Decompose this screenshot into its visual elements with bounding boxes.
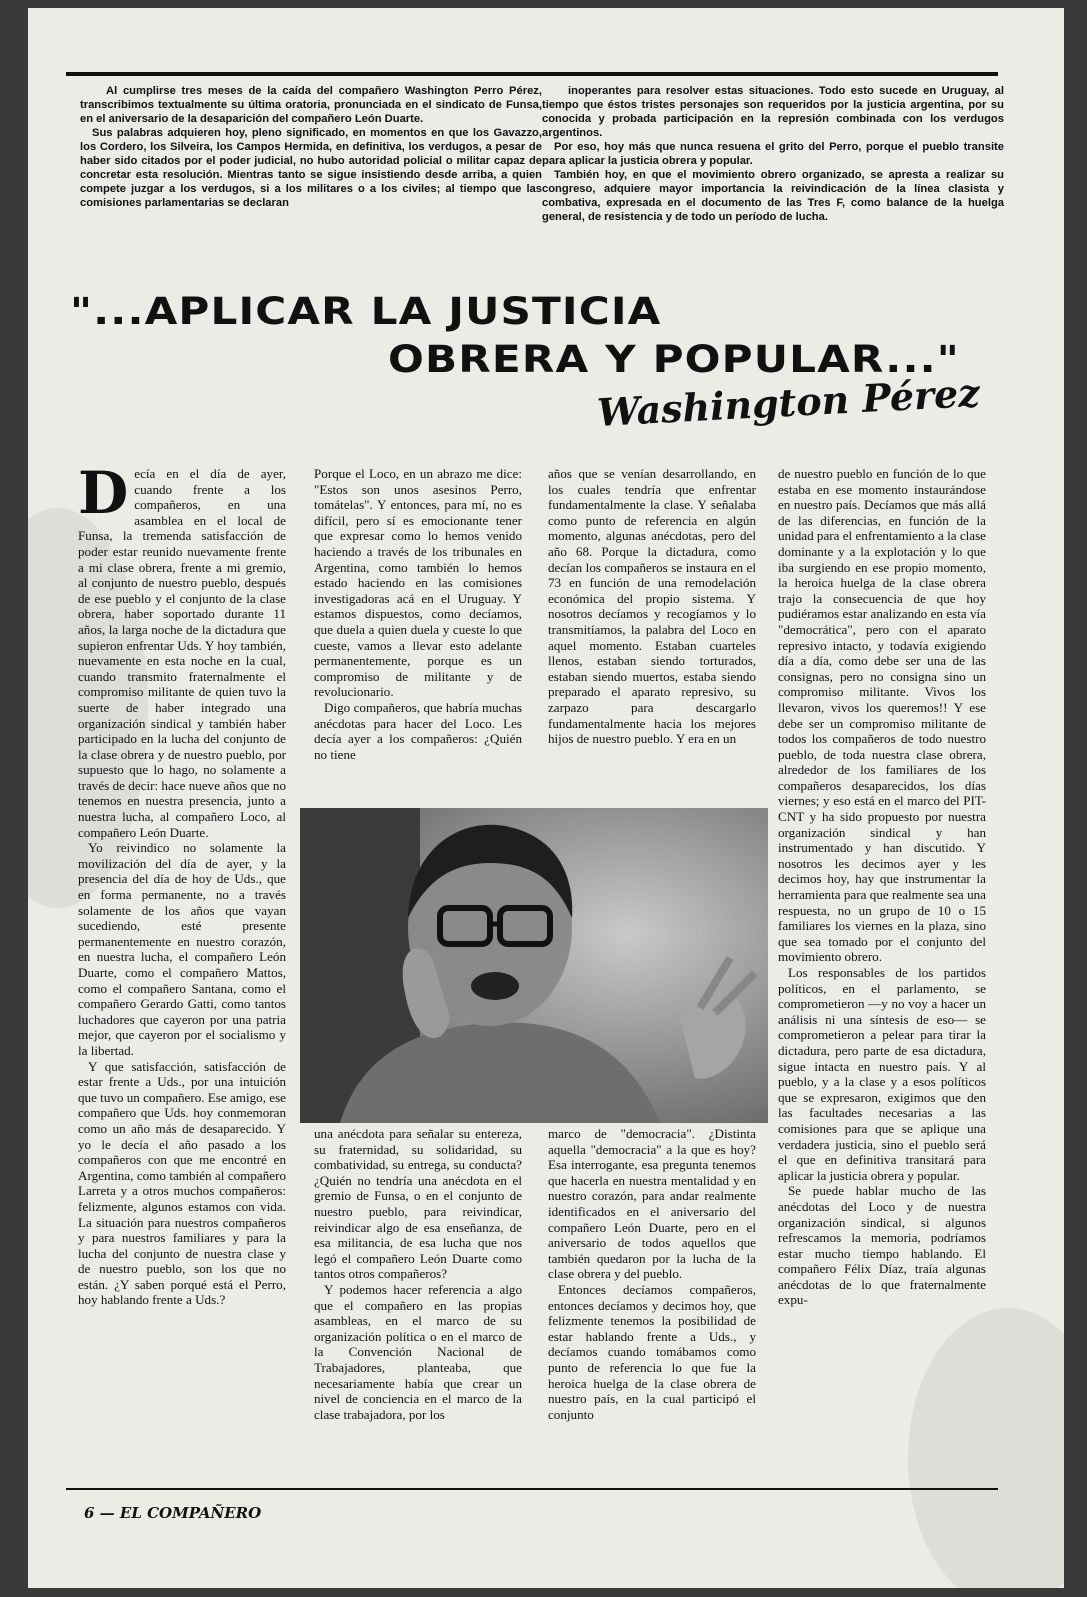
body-column-2-top xyxy=(314,466,522,806)
body-paragraph: años que se venían desarrollando, en los cuales tendría que enfrentar fundamentalmente la clase. Y señalaba como punto de referencia en algún momento, algunas anécdotas, pero del año 68. Porque la dictadura, como decían los compañeros se instaura en el 73 en función de una remodelación económica del propio sistema. Y nosotros decíamos y recogíamos y lo transmitíamos, la palabra del Loco en aquel momento. Estaban cuarteles llenos, estaban siendo torturados, estaban siendo muertos, estaba siendo preparado el aparato represivo, su zarpazo para descargarlo fundamentalmente hacia los mejores hijos de nuestro pueblo. Y era en un xyxy=(548,466,756,747)
intro-right xyxy=(542,84,1004,224)
intro-left xyxy=(80,84,542,210)
body-paragraph: Digo compañeros, que habría muchas anécdotas para hacer del Loco. Les decía ayer a los compañeros: ¿Quién no tiene xyxy=(314,699,522,762)
body-paragraph: Yo reivindico no solamente la movilización del día de ayer, y la presencia del día de hoy de Uds., que en forma permanente, no a través solamente de los años que vayan sucediendo, esté presente permanentemente en nuestro corazón, en nuestra lucha, el compañero León Duarte, como el compañero Mattos, como el compañero Santana, como el compañero Gerardo Gatti, como tantos luchadores que cayeron por una patria mejor, que cayeron por el socialismo y la libertad. xyxy=(78,840,286,1058)
intro-paragraph: Por eso, hoy más que nunca resuena el grito del Perro, porque el pueblo transite para aplicar la justicia obrera y popular. xyxy=(542,141,1004,167)
speaker-photo xyxy=(300,808,768,1123)
intro-paragraph: Sus palabras adquieren hoy, pleno significado, en momentos en que los Gavazzo, los Cordero, los Silveira, los Campos Hermida, en definitiva, los verdugos, a pesar de haber sido citados por el poder judicial, no hubo autoridad policial o militar capaz de concretar esta resolución. Mientras tanto se sigue insistiendo desde arriba, a quien compete juzgar a los verdugos, si a los militares o a los civiles; al tiempo que las comisiones parlamentarias se declaran xyxy=(80,127,542,209)
drop-cap: D xyxy=(78,466,129,527)
body-paragraph: Porque el Loco, en un abrazo me dice: "Estos son unos asesinos Perro, tomátelas". Y entonces, para mí, no es difícil, pero sí es emocionante tener que expresar como lo hemos venido haciendo a través de los tribunales en Argentina, como también lo hemos estado haciendo en las comisiones investigadoras acá en el Uruguay. Y estamos dispuestos, como decíamos, que duela a quien duela y cueste lo que cueste, vamos a llevar esto adelante permanentemente, porque es un compromiso de militante y de revolucionario. xyxy=(314,466,522,700)
intro-paragraph: También hoy, en que el movimiento obrero organizado, se apresta a realizar su congreso, adquiere mayor importancia la reivindicación de la línea clasista y combativa, expresada en el documento de las Tres F, como balance de la huelga general, de resistencia y de todo un período de lucha. xyxy=(542,169,1004,223)
headline-line-1: "...APLICAR LA JUSTICIA xyxy=(70,290,662,333)
body-paragraph: ecía en el día de ayer, cuando frente a los compañeros, en una asamblea en el local de Funsa, la tremenda satisfacción de poder estar reunido nuevamente frente a mi clase obrera, frente a mi gremio, al conjunto de nuestro pueblo, después de ese pueblo y el conjunto de la clase obrera, haber soportado durante 11 años, la larga noche de la dictadura que supieron enfrentar Uds. Y hoy también, nuevamente en esta noche en la cual, cuando transmito fraternalmente el compromiso militante de quien tuvo la suerte de haber integrado una organización sindical y también haber participado en la lucha del conjunto de la clase obrera y de nuestro pueblo, por supuesto que lo hago, no solamente a través de decir: hace nueve años que no tenemos en nuestra presencia, junto a nuestra lucha, al compañero Loco, al compañero León Duarte. xyxy=(78,466,286,840)
body-column-2-bottom xyxy=(314,1126,522,1486)
intro-paragraph: inoperantes para resolver estas situaciones. Todo esto sucede en Uruguay, al tiempo que éstos tristes personajes son requeridos por la justicia argentina, por su conocida y probada participación en la represión combinada con los verdugos argentinos. xyxy=(542,85,1004,139)
body-column-3-bottom xyxy=(548,1126,756,1486)
page-footer: 6 — EL COMPAÑERO xyxy=(84,1504,262,1522)
byline-signature: Washington Pérez xyxy=(596,369,981,435)
newspaper-page xyxy=(28,8,1064,1588)
body-column-1 xyxy=(78,466,286,1484)
body-paragraph: Se puede hablar mucho de las anécdotas del Loco y de nuestra organización sindical, si algunos refrescamos la memoria, podríamos estar mucho tiempo hablando. El compañero Félix Díaz, traía algunas anécdotas de lo que fraternalmente expu- xyxy=(778,1183,986,1308)
body-paragraph: Y podemos hacer referencia a algo que el compañero en las propias asambleas, en el marco de su organización política o en el marco de la Convención Nacional de Trabajadores, planteaba, que necesariamente había que crear un nivel de conciencia en el marco de la clase trabajadora, por los xyxy=(314,1281,522,1422)
body-paragraph: marco de "democracia". ¿Distinta aquella "democracia" a la que es hoy? Esa interrogante, esa pregunta tenemos que hacerla en nuestra mentalidad y en nuestro corazón, para andar realmente identificados en el aniversario del compañero León Duarte, pero en el aniversario de todos aquellos que también quedaron por la lucha de la clase obrera y del pueblo. xyxy=(548,1126,756,1282)
headline-line-2: OBRERA Y POPULAR..." xyxy=(388,338,960,381)
intro-paragraph: Al cumplirse tres meses de la caída del compañero Washington Perro Pérez, transcribimos textualmente su última oratoria, pronunciada en el sindicato de Funsa, en el aniversario de la desaparición del compañero León Duarte. xyxy=(80,85,542,125)
bottom-rule xyxy=(66,1488,998,1490)
body-paragraph: Y que satisfacción, satisfacción de estar frente a Uds., por una intuición que tuvo un compañero. Ese amigo, ese compañero que Uds. hoy conmemoran como un año más de desaparecido. Y yo le decía el año pasado a los compañeros con que me encontré en Argentina, como también al compañero Larreta y a otros muchos compañeros: felizmente, algunos estamos con vida. La situación para nuestros compañeros y para nuestros familiares y para la lucha del conjunto de nuestra clase y de nuestro pueblo, son los que no están. ¿Y saben porqué está el Perro, hoy hablando frente a Uds.? xyxy=(78,1058,286,1308)
body-column-3-top xyxy=(548,466,756,806)
body-column-4 xyxy=(778,466,986,1486)
body-paragraph: de nuestro pueblo en función de lo que estaba en ese momento instaurándose en nuestro país. Decíamos que más allá de las diferencias, en función de la unidad para el enfrentamiento a la clase dominante y a la explotación y lo que iba surgiendo en ese propio momento, la heroica huelga de la clase obrera trajo la consecuencia de que hoy pudiéramos estar analizando en esta vía "democrática", pero con el aparato represivo intacto, y todavía exigiendo día a día, como debe ser una de las consignas, pero no consigna sino un compromiso militante. Vivos los llevaron, vivos los queremos!! Y ese debe ser un compromiso militante de todos los compañeros de todo nuestro pueblo, de toda nuestra clase obrera, alrededor de los familiares de los compañeros desaparecidos, los días viernes; y eso está en el marco del PIT-CNT y ha sido propuesto por nuestra organización sindical y han instrumentado y han discutido. Y nosotros les decimos ayer y les decimos hoy, hay que instrumentar la herramienta para que realmente sea una respuesta, no un grupo de 10 o 15 familiares los viernes en la plaza, sino que sea tomado por el conjunto del movimiento obrero. xyxy=(778,466,986,965)
top-rule xyxy=(66,72,998,76)
body-paragraph: Entonces decíamos compañeros, entonces decíamos y decimos hoy, que felizmente tenemos la posibilidad de estar hablando frente a Uds., y decíamos cuando tomábamos como punto de referencia lo que fue la heroica huelga de la clase obrera de nuestro país, en la cual participó el conjunto xyxy=(548,1281,756,1422)
body-paragraph: Los responsables de los partidos políticos, en el parlamento, se comprometieron —y no voy a hacer un análisis ni una síntesis de eso— se comprometieron a pelear para tirar la dictadura, pero parte de esa dictadura, sigue intacta en nuestro país. Y al pueblo, y a la clase y a esos políticos que se expresaron, exigimos que den las facultades necesarias a las comisiones para que se aplique una verdadera justicia, sino el pueblo será el que en definitiva transitará para aplicar la justicia obrera y popular. xyxy=(778,965,986,1183)
body-paragraph: una anécdota para señalar su entereza, su fraternidad, su solidaridad, su combatividad, su entrega, su conducta? ¿Quién no tendría una anécdota en el gremio de Funsa, o en el conjunto de nuestro pueblo, para reivindicar, reivindicar algo de esa enseñanza, de esa militancia, de esa lucha que nos legó el compañero León Duarte como tantos otros compañeros? xyxy=(314,1126,522,1282)
